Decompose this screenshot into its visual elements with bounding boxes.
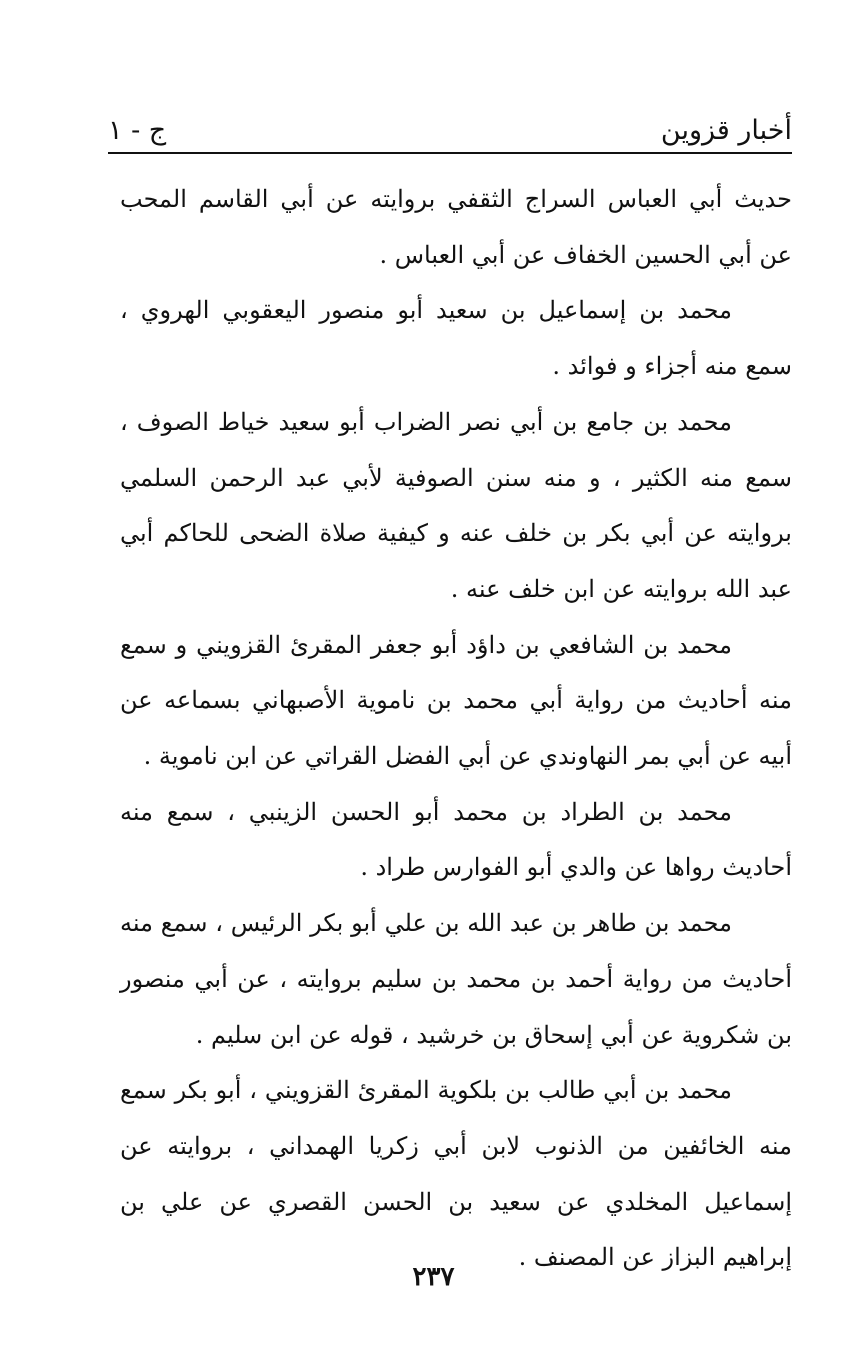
paragraph-1: حديث أبي العباس السراج الثقفي بروايته عن أبي القاسم المحب عن أبي الحسين الخفاف عن أبي العباس . xyxy=(120,185,792,269)
page-number: ٢٣٧ xyxy=(412,1262,455,1292)
paragraph-6: محمد بن طاهر بن عبد الله بن علي أبو بكر الرئيس ، سمع منه أحاديث من رواية أحمد بن محمد بن سليم بروايته ، عن أبي منصور بن شكروية عن أبي إسحاق بن خرشيد ، قوله عن ابن سليم . xyxy=(120,909,792,1049)
paragraph-3: محمد بن جامع بن أبي نصر الضراب أبو سعيد خياط الصوف ، سمع منه الكثير ، و منه سنن الصوفية لأبي عبد الرحمن السلمي بروايته عن أبي بكر بن خلف عنه و كيفية صلاة الضحى للحاكم أبي عبد الله بروايته عن ابن خلف عنه . xyxy=(120,407,792,603)
book-title: أخبار قزوين xyxy=(660,115,792,146)
running-header xyxy=(108,104,792,154)
text-body xyxy=(120,172,792,1286)
volume-label: ج - ١ xyxy=(108,115,167,146)
paragraph-4: محمد بن الشافعي بن داؤد أبو جعفر المقرئ القزويني و سمع منه أحاديث من رواية أبي محمد بن ناموية الأصبهاني بسماعه عن أبيه عن أبي بمر النهاوندي عن أبي الفضل القراتي عن ابن ناموية . xyxy=(120,630,792,771)
paragraph-5: محمد بن الطراد بن محمد أبو الحسن الزينبي ، سمع منه أحاديث رواها عن والدي أبو الفوارس طراد . xyxy=(120,797,792,882)
paragraph-2: محمد بن إسماعيل بن سعيد أبو منصور اليعقوبي الهروي ، سمع منه أجزاء و فوائد . xyxy=(120,296,792,381)
paragraph-7: محمد بن أبي طالب بن بلكوية المقرئ القزويني ، أبو بكر سمع منه الخائفين من الذنوب لابن أبي زكريا الهمداني ، بروايته عن إسماعيل المخلدي عن سعيد بن الحسن القصري عن علي بن إبراهيم البزاز عن المصنف . xyxy=(120,1076,792,1272)
